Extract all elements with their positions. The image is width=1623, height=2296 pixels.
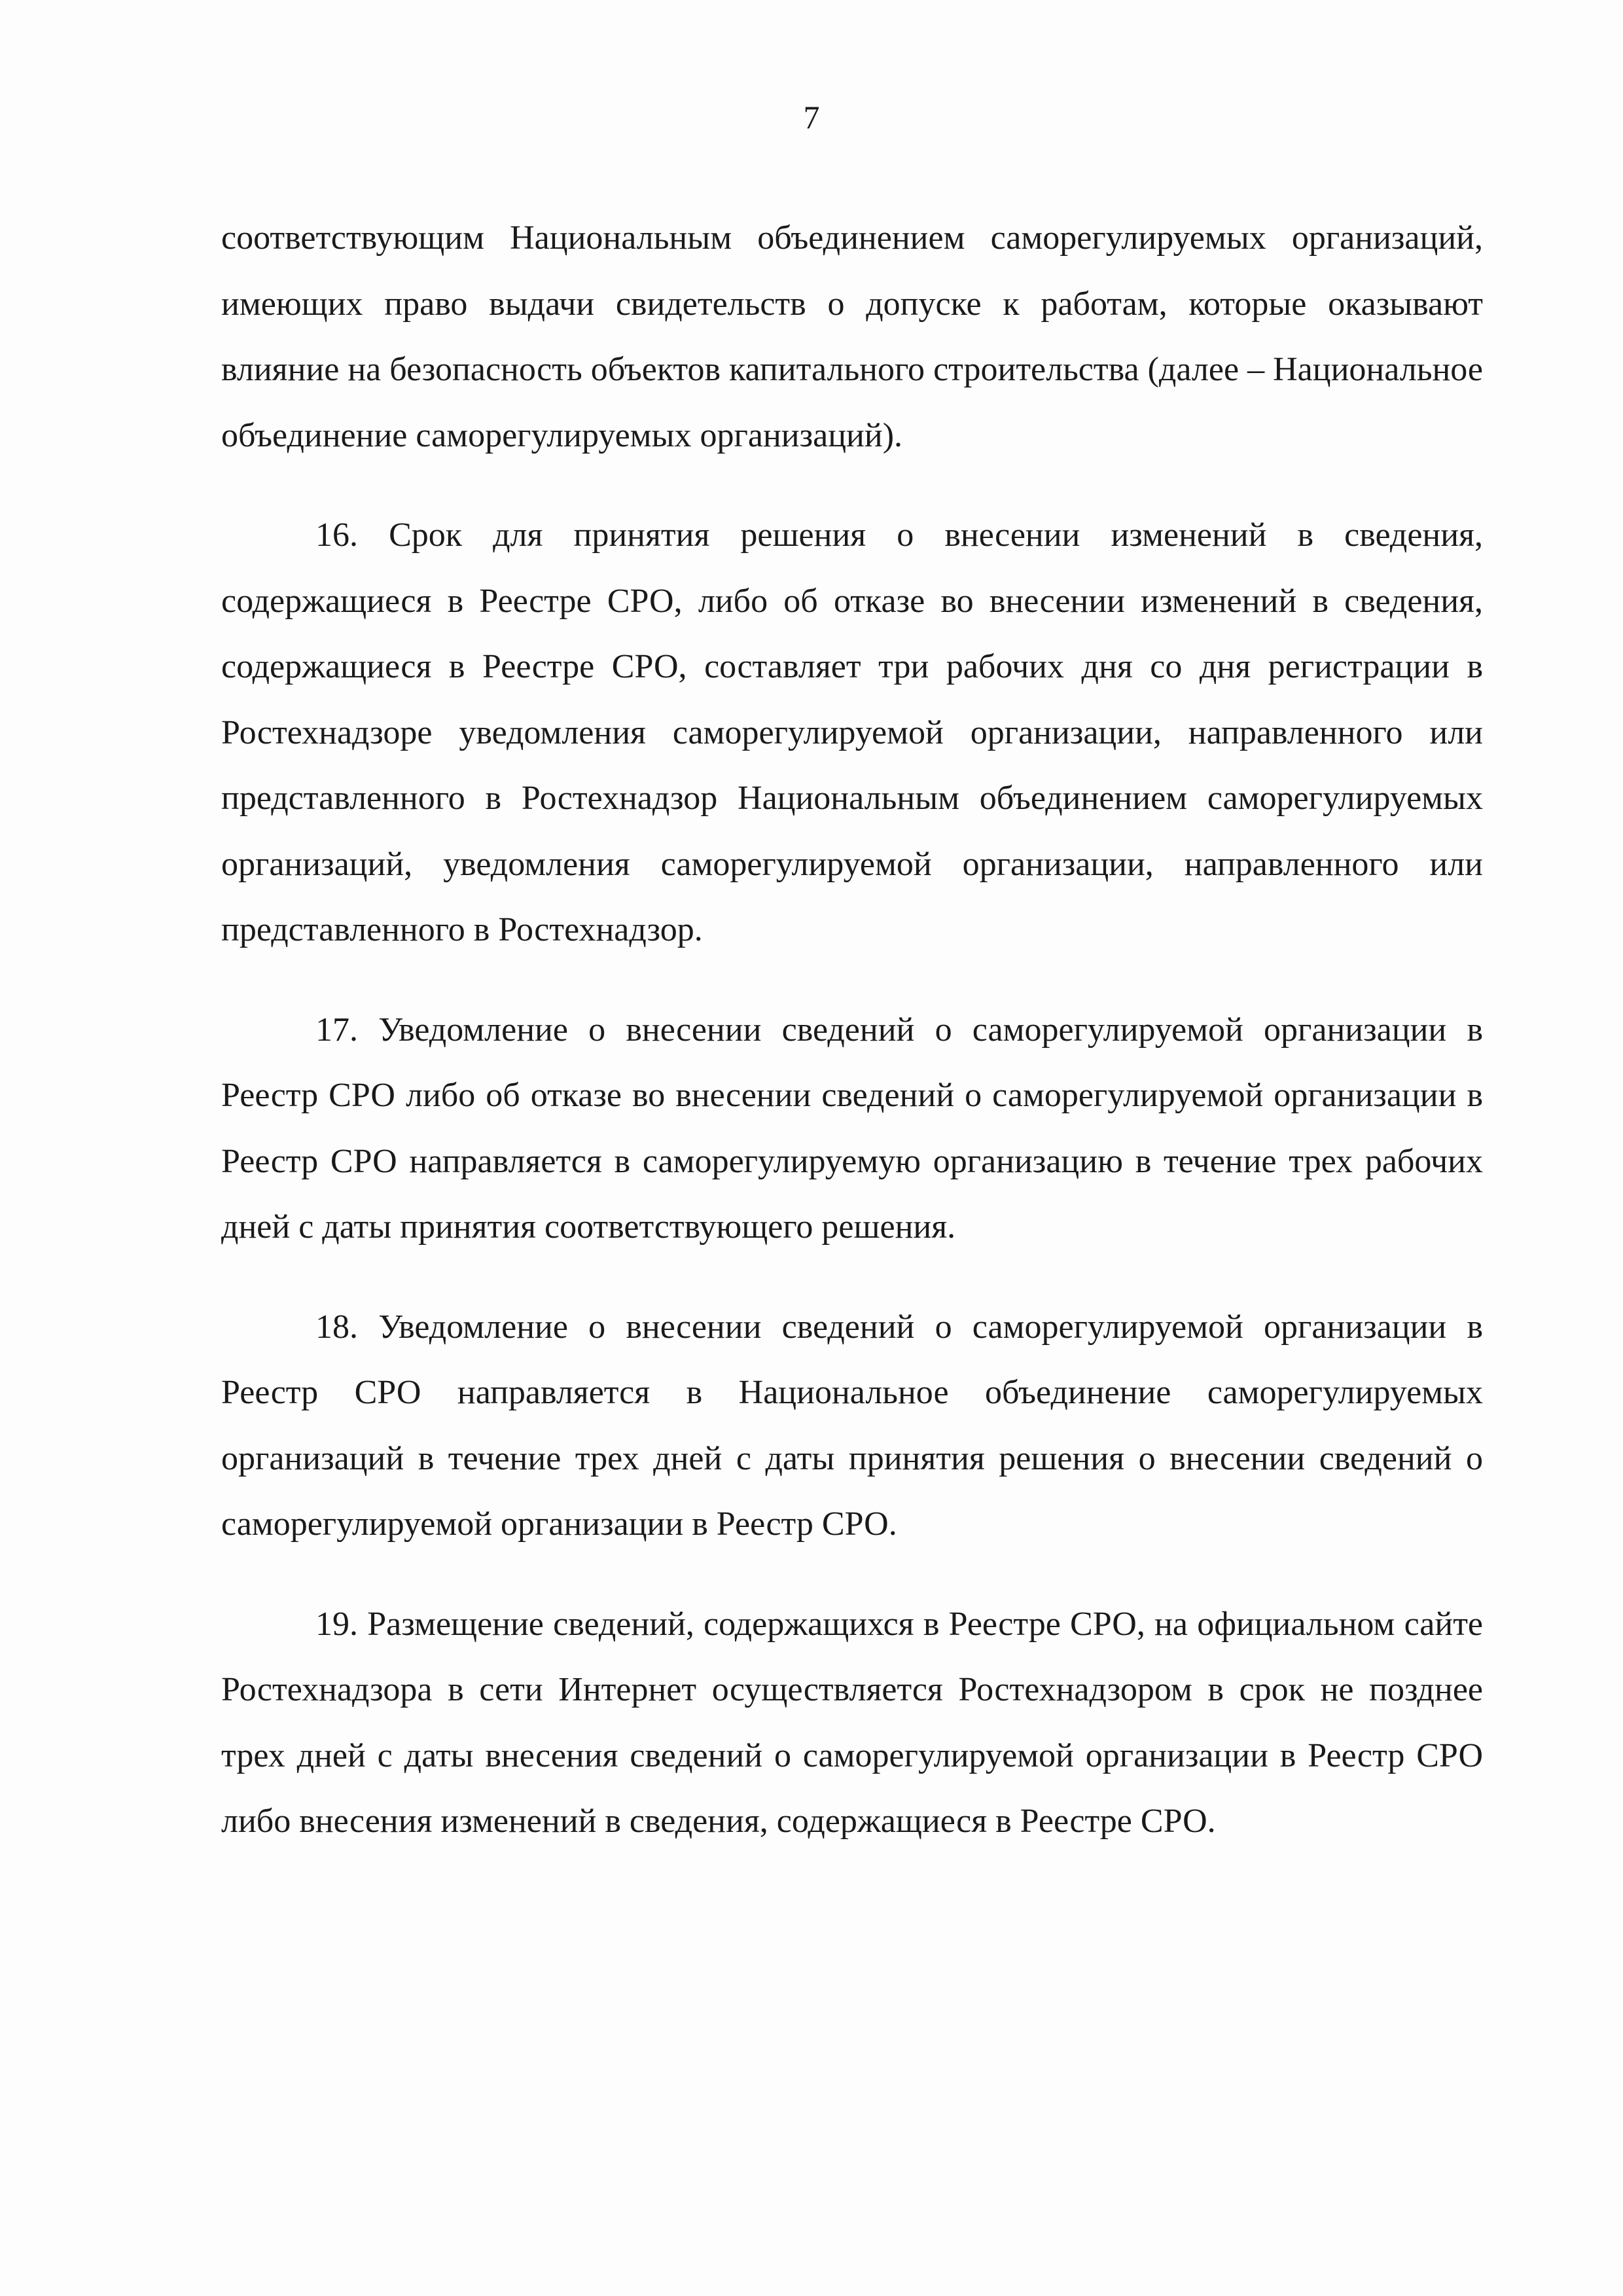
paragraph-19: 19. Размещение сведений, содержащихся в Реестре СРО, на официальном сайте Ростехнадзора в сети Интернет осуществляется Ростехнадзором в срок не позднее трех дней с даты внесения сведений о саморегулируемой организации в Реестр СРО либо внесения изменений в сведения, содержащиеся в Реестре СРО. (221, 1605, 1483, 1840)
paragraph-17: 17. Уведомление о внесении сведений о саморегулируемой организации в Реестр СРО либо об отказе во внесении сведений о саморегулируемой организации в Реестр СРО направляется в саморегулируемую организацию в течение трех рабочих дней с даты принятия соответствующего решения. (221, 1011, 1483, 1246)
paragraph-16: 16. Срок для принятия решения о внесении изменений в сведения, содержащиеся в Реестре СРО, либо об отказе во внесении изменений в сведения, содержащиеся в Реестре СРО, составляет три рабочих дня со дня регистрации в Ростехнадзоре уведомления саморегулируемой организации, направленного или представленного в Ростехнадзор Национальным объединением саморегулируемых организаций, уведомления саморегулируемой организации, направленного или представленного в Ростехнадзор. (221, 516, 1483, 948)
page-number: 7 (803, 99, 820, 135)
document-body (221, 171, 1483, 1889)
paragraph-18: 18. Уведомление о внесении сведений о саморегулируемой организации в Реестр СРО направляется в Национальное объединение саморегулируемых организаций в течение трех дней с даты принятия решения о внесении сведений о саморегулируемой организации в Реестр СРО. (221, 1308, 1483, 1543)
paragraph-continuation: соответствующим Национальным объединением саморегулируемых организаций, имеющих право выдачи свидетельств о допуске к работам, которые оказывают влияние на безопасность объектов капитального строительства (далее – Национальное объединение саморегулируемых организаций). (221, 219, 1483, 454)
